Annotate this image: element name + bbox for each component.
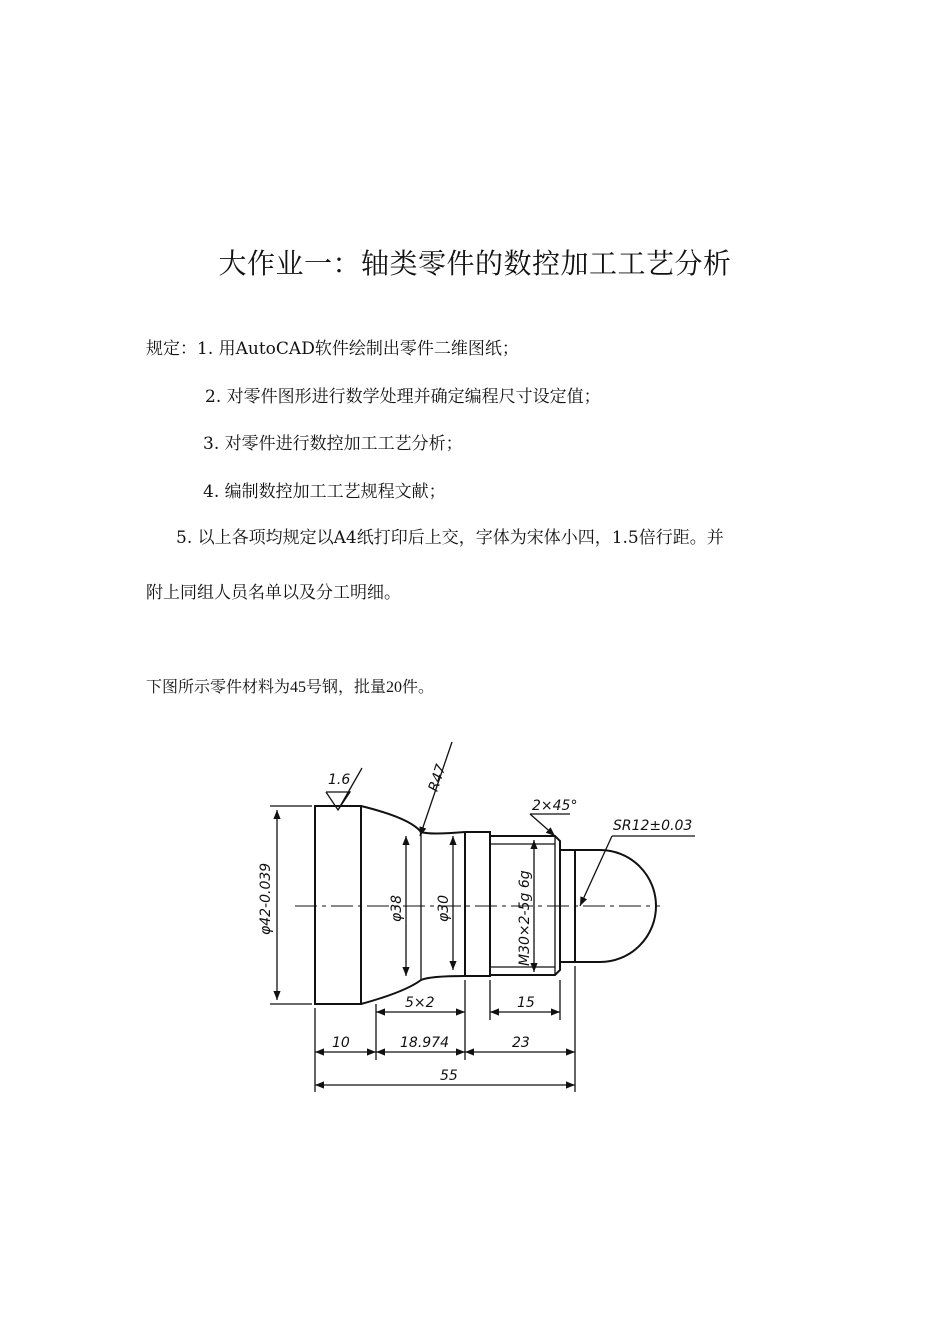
dia-38-label: φ38 bbox=[389, 894, 405, 922]
sphere-label: SR12±0.03 bbox=[613, 818, 693, 834]
drawing-caption: 下图所示零件材料为45号钢，批量20件。 bbox=[146, 679, 435, 696]
requirement-3: 3. 对零件进行数控加工工艺分析； bbox=[203, 434, 463, 454]
thread-label: M30×2-5g 6g bbox=[517, 870, 533, 966]
cylinder-phi42 bbox=[315, 806, 361, 1004]
len-23-label: 23 bbox=[512, 1035, 530, 1051]
dia-main-label: φ42-0.039 bbox=[258, 862, 274, 935]
dia-30-label: φ30 bbox=[436, 894, 452, 922]
chamfer-label: 2×45° bbox=[532, 798, 578, 814]
roughness-label: 1.6 bbox=[328, 772, 351, 788]
len-18974-label: 18.974 bbox=[400, 1035, 449, 1051]
groove-label: 5×2 bbox=[405, 995, 435, 1011]
concave-section bbox=[361, 806, 465, 834]
len-10-label: 10 bbox=[332, 1035, 350, 1051]
requirement-5-continued: 附上同组人员名单以及分工明细。 bbox=[146, 583, 401, 603]
len-thread-label: 15 bbox=[517, 995, 535, 1011]
shaft-drawing bbox=[240, 740, 710, 1105]
requirement-5: 5. 以上各项均规定以A4纸打印后上交，字体为宋体小四，1.5倍行距。并 bbox=[176, 528, 724, 548]
requirement-2: 2. 对零件图形进行数学处理并确定编程尺寸设定值； bbox=[205, 387, 601, 407]
document-title: 大作业一：轴类零件的数控加工工艺分析 bbox=[218, 247, 732, 280]
requirement-4: 4. 编制数控加工工艺规程文献； bbox=[203, 482, 446, 502]
radius-label: R47 bbox=[425, 762, 450, 794]
requirement-1: 规定：1. 用AutoCAD软件绘制出零件二维图纸； bbox=[146, 339, 519, 359]
len-55-label: 55 bbox=[440, 1068, 458, 1084]
